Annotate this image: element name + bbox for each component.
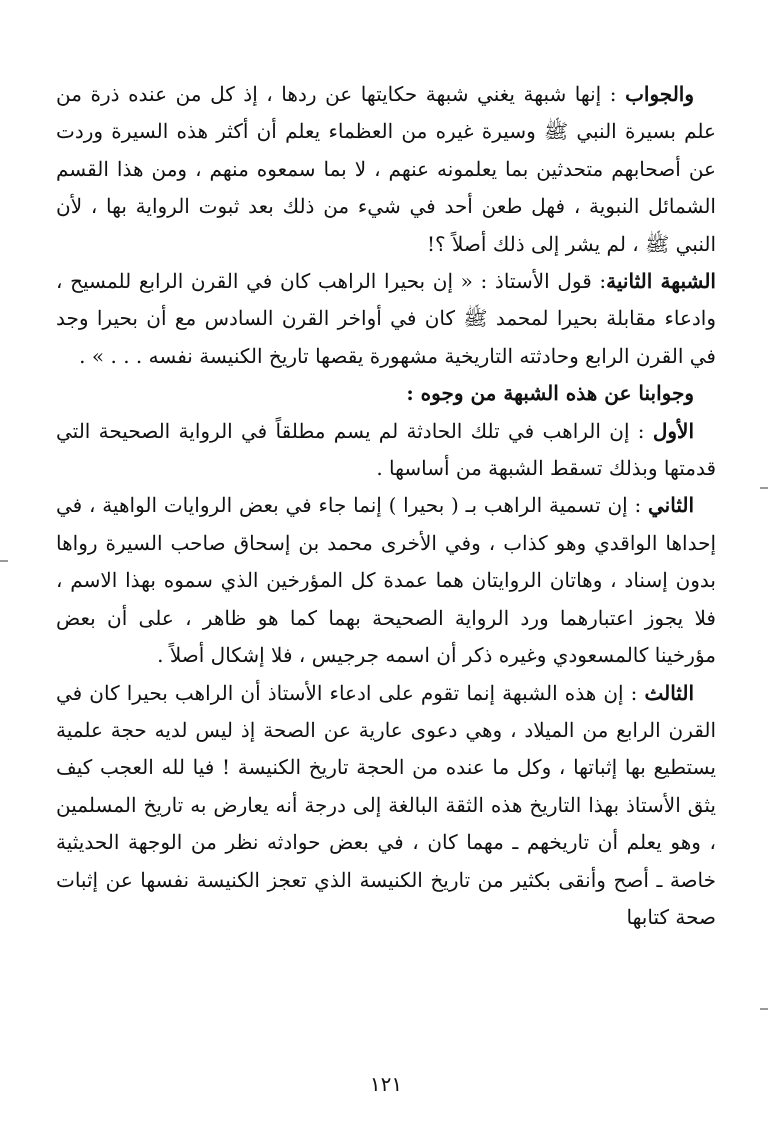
paragraph-text: : إن تسمية الراهب بـ ( بحيرا ) إنما جاء في بعض الروايات الواهية ، في إحداها الواقدي وهو كذاب ، وفي الأخرى محمد بن إسحاق صاحب السيرة رواها بدون إسناد ، وهاتان الروايتان هما عمدة كل المؤرخين الذي سموه بهذا الاسم ، فلا يجوز اعتبارهما ورد الرواية الصحيحة بهما كما هو ظاهر ، على أن بعض مؤرخينا كالمسعودي وغيره ذكر أن اسمه جرجيس ، فلا إشكال أصلاً . xyxy=(56,493,716,668)
margin-mark xyxy=(760,487,768,489)
paragraph-text: : إنها شبهة يغني شبهة حكايتها عن ردها ، إذ كل من عنده ذرة من علم بسيرة النبي ﷺ وسيرة غيره من العظماء يعلم أن أكثر هذه السيرة وردت عن أصحابهم متحدثين بما يعلمونه عنهم ، لا بما سمعوه منهم ، ومن هذا القسم الشمائل النبوية ، فهل طعن أحد في شيء من ذلك بعد ثبوت الرواية بها ، لأن النبي ﷺ ، لم يشر إلى ذلك أصلاً ؟! xyxy=(56,82,716,256)
paragraph-second-doubt xyxy=(56,263,716,375)
margin-mark xyxy=(0,560,8,562)
paragraph-third-point xyxy=(56,675,716,937)
margin-mark xyxy=(760,1008,768,1010)
paragraph-label: الثالث xyxy=(644,680,694,705)
paragraph-our-answer xyxy=(56,375,716,412)
paragraph-label: وجوابنا عن هذه الشبهة من وجوه : xyxy=(406,381,694,406)
paragraph-label: الشبهة الثانية xyxy=(606,269,716,294)
paragraph-label: الثاني xyxy=(647,493,694,518)
paragraph-second-point xyxy=(56,487,716,674)
paragraph-first-point xyxy=(56,413,716,488)
paragraph-text: : قول الأستاذ : « إن بحيرا الراهب كان في القرن الرابع للمسيح ، وادعاء مقابلة بحيرا لمحمد ﷺ كان في أواخر القرن السادس مع أن بحيرا وجد في القرن الرابع وحادثته التاريخية مشهورة يقصها تاريخ الكنيسة نفسه . . . » . xyxy=(56,269,716,368)
paragraph-text: : إن الراهب في تلك الحادثة لم يسم مطلقاً في الرواية الصحيحة التي قدمتها وبذلك تسقط الشبهة من أساسها . xyxy=(56,418,716,481)
paragraph-label: والجواب xyxy=(625,82,694,106)
paragraph-text: : إن هذه الشبهة إنما تقوم على ادعاء الأستاذ أن الراهب بحيرا كان في القرن الرابع من الميلاد ، وهي دعوى عارية عن الصحة إذ ليس لديه حجة علمية يستطيع بها إثباتها ، وكل ما عنده من الحجة تاريخ الكنيسة ! فيا لله العجب كيف يثق الأستاذ بهذا التاريخ هذه الثقة البالغة إلى درجة أنه يعارض به تاريخ المسلمين ، وهو يعلم أن تاريخهم ـ مهما كان ، في بعض حوادثه نظر من الوجهة الحديثية خاصة ـ أصح وأنقى بكثير من تاريخ الكنيسة الذي تعجز الكنيسة نفسها عن إثبات صحة كتابها xyxy=(56,680,716,929)
body-text xyxy=(56,76,716,936)
paragraph-label: الأول xyxy=(652,418,694,443)
page-number: ١٢١ xyxy=(369,1072,403,1096)
paragraph-answer xyxy=(56,76,716,263)
